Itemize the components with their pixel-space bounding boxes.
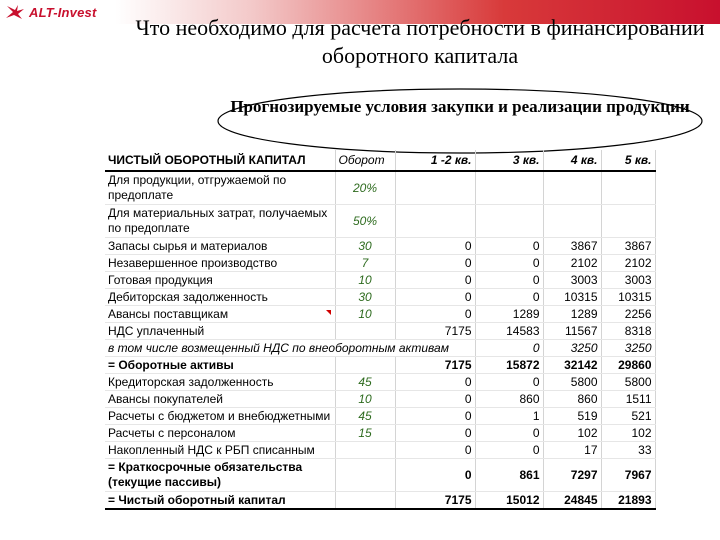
cell-value: 5800 [601,374,655,391]
cell-value: 2256 [601,306,655,323]
turnover-value: 7 [335,255,395,272]
row-label: Кредиторская задолженность [105,374,335,391]
sparkle-icon [4,4,26,20]
cell-value: 860 [543,391,601,408]
logo-text: ALT-Invest [29,4,97,20]
table-row [105,425,655,442]
cell-value [475,171,543,205]
cell-value: 0 [475,374,543,391]
cell-value: 0 [395,289,475,306]
cell-value: 7297 [543,459,601,492]
cell-value: 15872 [475,357,543,374]
cell-value: 0 [475,425,543,442]
cell-value: 0 [475,272,543,289]
cell-value: 0 [475,238,543,255]
turnover-value: 30 [335,238,395,255]
cell-value: 11567 [543,323,601,340]
cell-value [543,171,601,205]
table-row [105,238,655,255]
header-turnover: Оборот [335,150,395,171]
cell-value: 860 [475,391,543,408]
working-capital-table [105,150,656,510]
cell-value: 0 [475,289,543,306]
row-label: Авансы поставщикам [105,306,335,323]
cell-value: 3867 [601,238,655,255]
row-label: Расчеты с персоналом [105,425,335,442]
cell-value [601,171,655,205]
turnover-value: 10 [335,272,395,289]
cell-value: 521 [601,408,655,425]
cell-value: 0 [475,442,543,459]
turnover-value [335,492,395,510]
cell-value: 7175 [395,492,475,510]
row-label: = Оборотные активы [105,357,335,374]
turnover-value [335,357,395,374]
turnover-value: 30 [335,289,395,306]
table-row [105,205,655,238]
row-label: Для материальных затрат, получаемых по предоплате [105,205,335,238]
cell-value: 1 [475,408,543,425]
table-row [105,171,655,205]
table-row [105,272,655,289]
cell-value: 2102 [543,255,601,272]
turnover-value [335,323,395,340]
table-row [105,391,655,408]
cell-value: 7967 [601,459,655,492]
cell-value: 15012 [475,492,543,510]
comment-marker [326,310,331,315]
turnover-value: 45 [335,374,395,391]
cell-value: 0 [395,442,475,459]
cell-value: 3003 [601,272,655,289]
table-row [105,340,655,357]
cell-value [475,205,543,238]
turnover-value [335,442,395,459]
header-col-4: 5 кв. [601,150,655,171]
cell-value: 10315 [543,289,601,306]
row-label: Накопленный НДС к РБП списанным [105,442,335,459]
table-row [105,492,655,510]
row-label: НДС уплаченный [105,323,335,340]
table-row [105,374,655,391]
table-row [105,255,655,272]
table-row [105,323,655,340]
cell-value: 0 [475,255,543,272]
subtitle: Прогнозируемые условия закупки и реализации продукции [230,97,690,116]
cell-value: 1511 [601,391,655,408]
table-row [105,408,655,425]
turnover-value: 50% [335,205,395,238]
cell-value: 0 [395,408,475,425]
row-label: Готовая продукция [105,272,335,289]
page-title: Что необходимо для расчета потребности в финансировании оборотного капитала [135,15,705,68]
turnover-value: 10 [335,391,395,408]
cell-value: 102 [543,425,601,442]
cell-value: 0 [395,425,475,442]
cell-value: 21893 [601,492,655,510]
cell-value: 102 [601,425,655,442]
cell-value [601,205,655,238]
cell-value: 32142 [543,357,601,374]
row-label: = Чистый оборотный капитал [105,492,335,510]
cell-value: 5800 [543,374,601,391]
row-label: Для продукции, отгружаемой по предоплате [105,171,335,205]
header-col-3: 4 кв. [543,150,601,171]
cell-value: 0 [475,340,543,357]
cell-value: 1289 [475,306,543,323]
logo [4,3,97,21]
cell-value: 7175 [395,323,475,340]
cell-value: 0 [395,391,475,408]
header-label: ЧИСТЫЙ ОБОРОТНЫЙ КАПИТАЛ [105,150,335,171]
cell-value: 10315 [601,289,655,306]
turnover-value: 20% [335,171,395,205]
cell-value: 3250 [601,340,655,357]
cell-value: 1289 [543,306,601,323]
row-label: Дебиторская задолженность [105,289,335,306]
table-row [105,357,655,374]
cell-value: 3003 [543,272,601,289]
cell-value [395,171,475,205]
cell-value: 17 [543,442,601,459]
cell-value: 29860 [601,357,655,374]
table-row [105,442,655,459]
header-col-1: 1 -2 кв. [395,150,475,171]
turnover-value: 45 [335,408,395,425]
cell-value: 3867 [543,238,601,255]
row-label: = Краткосрочные обязательства (текущие пассивы) [105,459,335,492]
cell-value: 0 [395,255,475,272]
cell-value: 0 [395,272,475,289]
row-label: Расчеты с бюджетом и внебюджетными [105,408,335,425]
cell-value: 0 [395,238,475,255]
row-label: Запасы сырья и материалов [105,238,335,255]
turnover-value: 10 [335,306,395,323]
table-header-row [105,150,655,171]
table-row [105,459,655,492]
row-label: Авансы покупателей [105,391,335,408]
cell-value: 14583 [475,323,543,340]
row-label: Незавершенное производство [105,255,335,272]
turnover-value: 15 [335,425,395,442]
cell-value: 33 [601,442,655,459]
cell-value: 24845 [543,492,601,510]
table-row [105,306,655,323]
cell-value: 3250 [543,340,601,357]
cell-value: 0 [395,374,475,391]
cell-value: 0 [395,459,475,492]
turnover-value [335,459,395,492]
cell-value: 8318 [601,323,655,340]
table-row [105,289,655,306]
cell-value: 2102 [601,255,655,272]
header-col-2: 3 кв. [475,150,543,171]
cell-value: 7175 [395,357,475,374]
row-label: в том числе возмещенный НДС по внеоборотным активам [105,340,475,357]
cell-value: 861 [475,459,543,492]
cell-value [395,205,475,238]
cell-value: 0 [395,306,475,323]
cell-value [543,205,601,238]
cell-value: 519 [543,408,601,425]
